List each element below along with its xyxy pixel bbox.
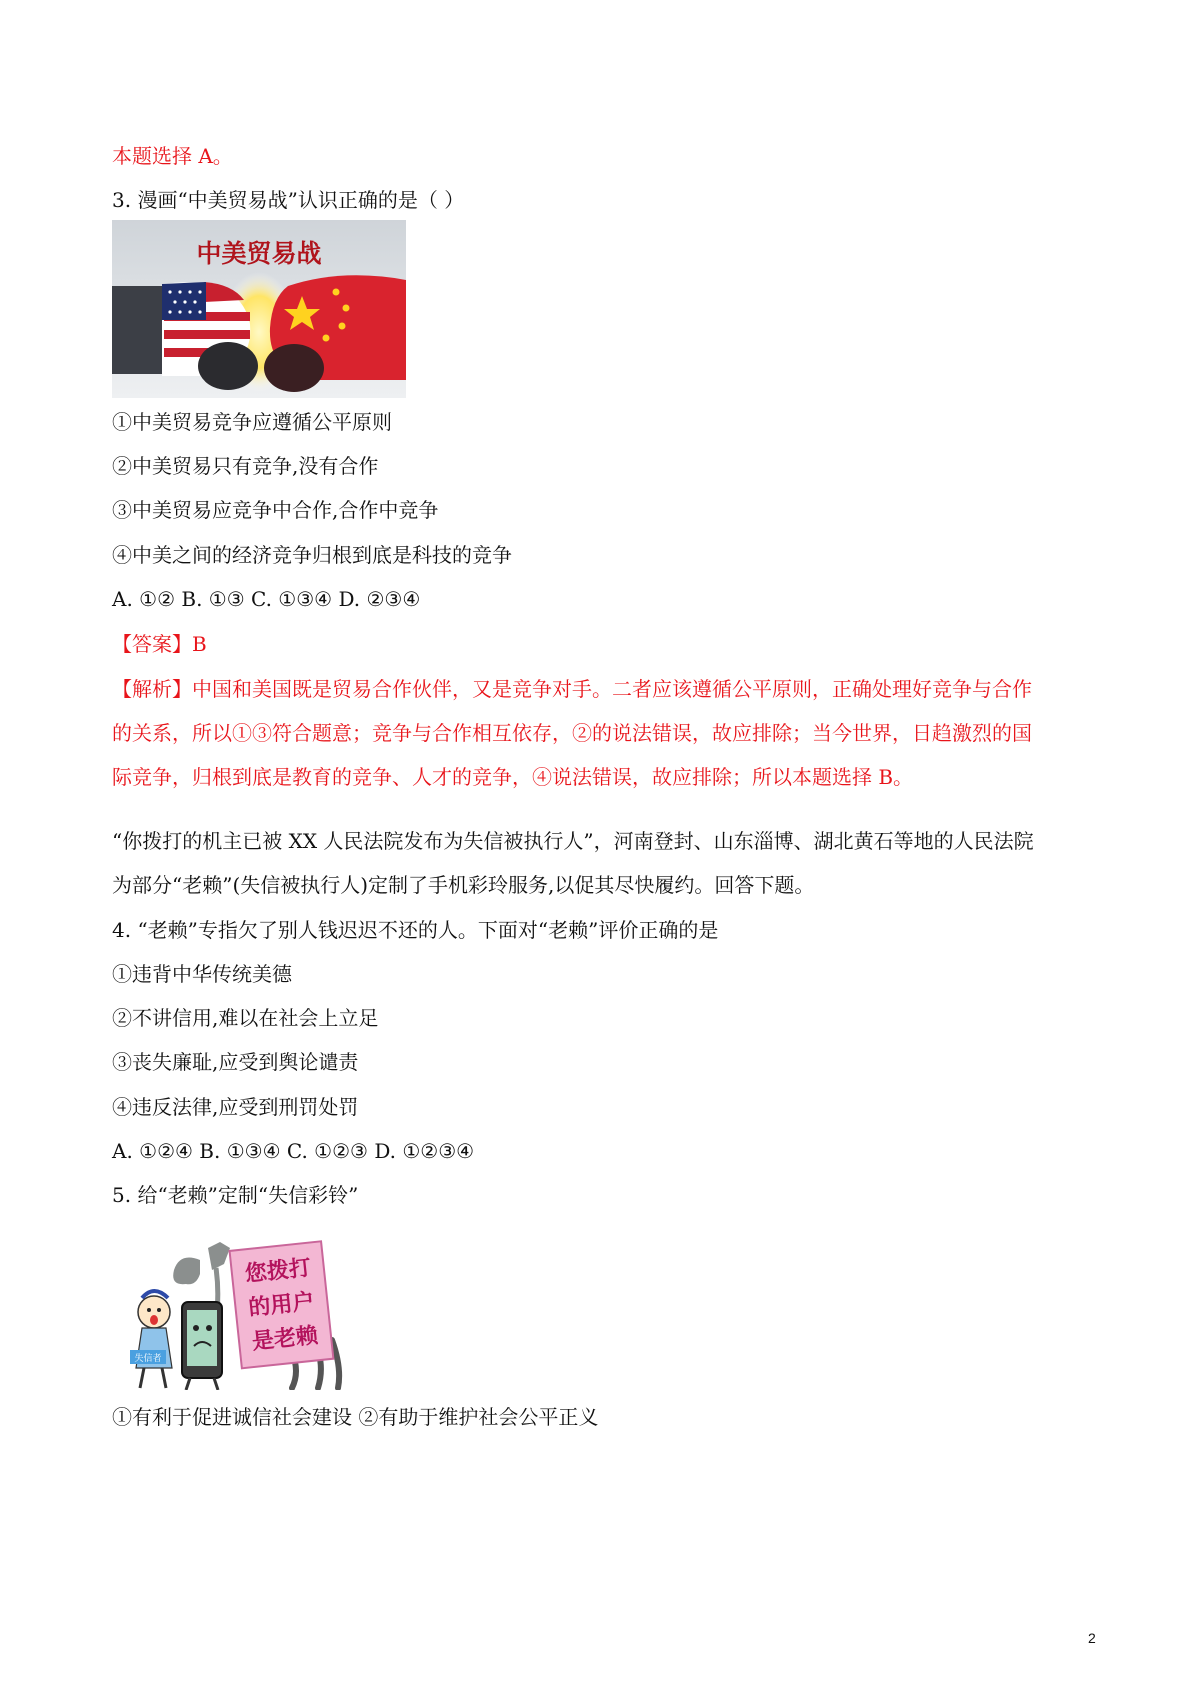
q4-option: ③丧失廉耻,应受到舆论谴责	[112, 1050, 359, 1074]
laolai-cartoon	[112, 1240, 356, 1390]
material-paragraph: 为部分“老赖”(失信被执行人)定制了手机彩玲服务,以促其尽快履约。回答下题。	[112, 873, 815, 897]
q3-analysis: 【解析】中国和美国既是贸易合作伙伴，又是竞争对手。二者应该遵循公平原则，正确处理好竞争与合作	[112, 677, 1032, 701]
material-paragraph: “你拨打的机主已被 XX 人民法院发布为失信被执行人”，河南登封、山东淄博、湖北黄石等地的人民法院	[112, 829, 1034, 853]
badge-text: 失信者	[134, 1354, 162, 1364]
china-glove	[264, 275, 406, 392]
cartoon-illustration	[112, 1240, 356, 1390]
sign-line: 您拨打	[243, 1254, 313, 1288]
trade-war-image	[112, 220, 406, 398]
q3-option: ②中美贸易只有竞争,没有合作	[112, 454, 379, 478]
q4-stem: 4. “老赖”专指欠了别人钱迟迟不还的人。下面对“老赖”评价正确的是	[112, 918, 719, 942]
q4-option: ①违背中华传统美德	[112, 962, 292, 986]
q5-options: ①有利于促进诚信社会建设 ②有助于维护社会公平正义	[112, 1405, 599, 1429]
q4-option: ④违反法律,应受到刑罚处罚	[112, 1095, 359, 1119]
q5-stem: 5. 给“老赖”定制“失信彩铃”	[112, 1183, 359, 1207]
sign-line: 的用户	[247, 1288, 316, 1322]
sign-line: 是老赖	[250, 1322, 320, 1356]
q3-option: ④中美之间的经济竞争归根到底是科技的竞争	[112, 543, 512, 567]
q3-analysis: 际竞争，归根到底是教育的竞争、人才的竞争，④说法错误，故应排除；所以本题选择 B。	[112, 765, 914, 789]
prev-conclusion: 本题选择 A。	[112, 144, 233, 168]
us-glove	[112, 282, 258, 390]
q3-stem: 3. 漫画“中美贸易战”认识正确的是（ ）	[112, 188, 465, 212]
q3-analysis: 的关系，所以①③符合题意；竞争与合作相互依存，②的说法错误，故应排除；当今世界，日趋激烈的国	[112, 721, 1032, 745]
q3-choices: A. ①② B. ①③ C. ①③④ D. ②③④	[112, 587, 421, 611]
q4-choices: A. ①②④ B. ①③④ C. ①②③ D. ①②③④	[112, 1139, 475, 1163]
page-number: 2	[1088, 1630, 1096, 1646]
q3-answer: 【答案】B	[112, 632, 207, 656]
image-title: 中美贸易战	[196, 239, 322, 268]
q3-option: ③中美贸易应竞争中合作,合作中竞争	[112, 498, 439, 522]
trade-war-illustration	[112, 220, 406, 398]
q4-option: ②不讲信用,难以在社会上立足	[112, 1006, 379, 1030]
q3-option: ①中美贸易竞争应遵循公平原则	[112, 410, 392, 434]
